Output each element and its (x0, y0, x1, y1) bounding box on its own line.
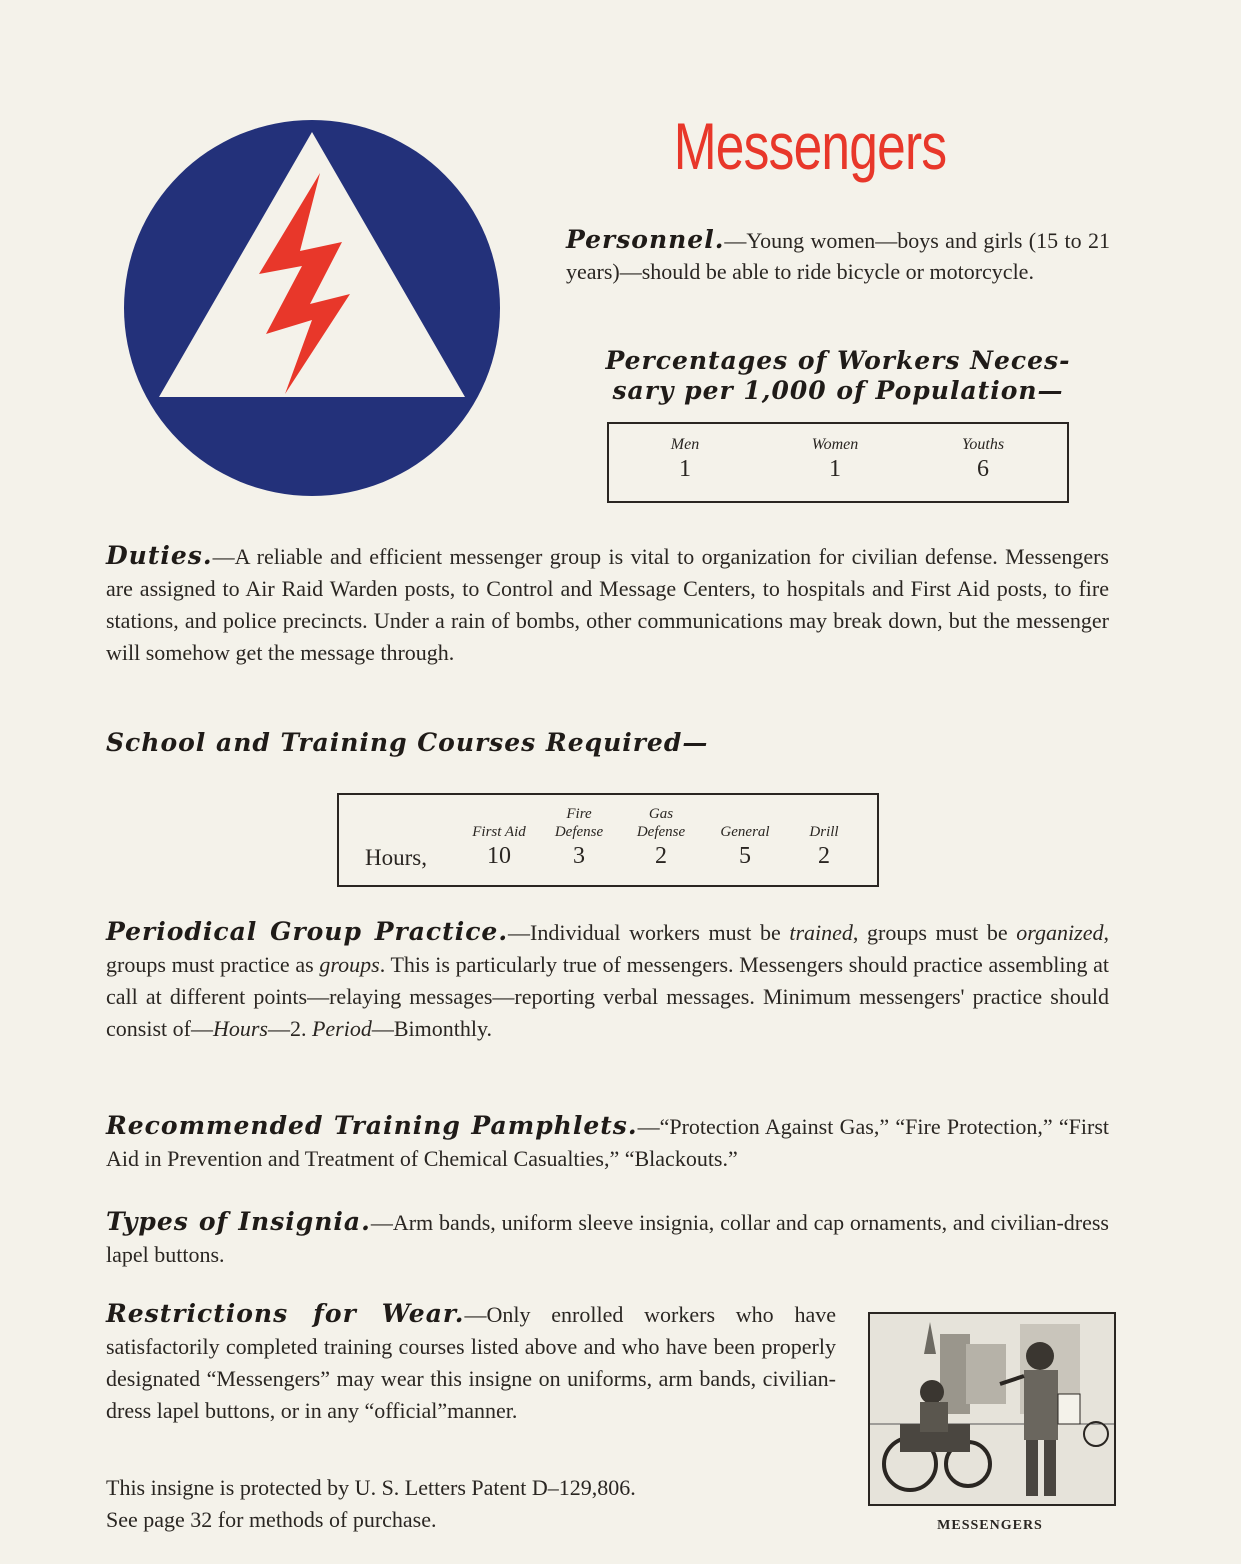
patent-line1: This insigne is protected by U. S. Letters Patent D–129,806. (106, 1475, 636, 1500)
restrictions-section (106, 1298, 836, 1427)
insignia-section (106, 1206, 1109, 1271)
course-hours: 10 (487, 843, 511, 869)
pct-label: Women (811, 436, 859, 453)
course-label: First Aid (472, 824, 526, 840)
practice-text: , groups must practice as (106, 920, 1109, 977)
practice-section (106, 916, 1109, 1045)
training-hours-table (337, 793, 879, 887)
course-first-aid (463, 805, 535, 870)
course-label: Drill (809, 824, 839, 840)
course-label-top: Gas (648, 806, 674, 822)
hours-label: Hours, (365, 845, 427, 870)
practice-italic: Hours (212, 1016, 268, 1041)
practice-italic: Period (311, 1016, 372, 1041)
practice-text: . This is particularly true of messengers. Messengers should practice assembling at call at different points—relaying messages—reporting verbal messages. Minimum messengers' practice should consist of— (106, 952, 1110, 1041)
pct-value: 1 (679, 456, 691, 482)
course-label-top (799, 805, 849, 823)
patent-line2: See page 32 for methods of purchase. (106, 1507, 437, 1532)
restrictions-text: —Only enrolled workers who have satisfactorily completed training courses listed above and who have been properly designated “Messengers” may wear this insigne on uniforms, arm bands, civilian-dress lapel buttons, or in any “official”manner. (106, 1302, 836, 1423)
practice-heading: Periodical Group Practice. (106, 917, 509, 946)
course-label-top (711, 805, 779, 823)
course-label: General (720, 824, 770, 840)
pct-col-men (625, 436, 745, 483)
course-gas-defense (629, 805, 693, 870)
course-general (711, 805, 779, 870)
course-label-top (463, 805, 535, 823)
practice-italic: organized (1016, 920, 1104, 945)
course-fire-defense (547, 805, 611, 870)
patent-note (106, 1472, 636, 1536)
practice-text: —Bimonthly. (371, 1016, 493, 1041)
percentages-heading (566, 346, 1110, 406)
course-hours: 3 (573, 843, 585, 869)
messengers-illustration (868, 1312, 1116, 1506)
insignia-text: —Arm bands, uniform sleeve insignia, collar and cap ornaments, and civilian-dress lapel buttons. (106, 1210, 1109, 1267)
practice-italic: groups (319, 952, 380, 977)
duties-section (106, 540, 1109, 669)
percentages-table (607, 422, 1069, 503)
page-title: Messengers (673, 109, 947, 183)
school-heading: School and Training Courses Required— (106, 728, 709, 757)
practice-text: —2. (267, 1016, 312, 1041)
course-label: Defense (554, 824, 604, 840)
course-hours: 2 (655, 843, 667, 869)
practice-italic: trained (789, 920, 853, 945)
personnel-text: —Young women—boys and girls (15 to 21 years)—should be able to ride bicycle or motorcycle. (566, 228, 1110, 284)
insignia-heading: Types of Insignia. (106, 1207, 371, 1236)
duties-heading: Duties. (106, 541, 213, 570)
pct-value: 6 (977, 456, 989, 482)
pamphlets-section (106, 1110, 1109, 1175)
pct-label: Men (670, 436, 700, 453)
pamphlets-text: —“Protection Against Gas,” “Fire Protection,” “First Aid in Prevention and Treatment of Chemical Casualties,” “Blackouts.” (106, 1114, 1109, 1171)
illustration-caption: MESSENGERS (937, 1518, 1043, 1533)
course-hours: 5 (739, 843, 751, 869)
pct-label: Youths (961, 436, 1005, 453)
personnel-section (566, 224, 1110, 287)
pct-col-women (775, 436, 895, 483)
pamphlets-heading: Recommended Training Pamphlets. (106, 1111, 638, 1140)
practice-text: —Individual workers must be (508, 920, 790, 945)
course-hours: 2 (818, 843, 830, 869)
duties-text: —A reliable and efficient messenger group is vital to organization for civilian defense. Messengers are assigned to Air Raid Warden posts, to Control and Message Centers, to hospitals and First Aid posts, to fire stations, and police precincts. Under a rain of bombs, other communications may break down, but the messenger will somehow get the message through. (106, 544, 1109, 665)
practice-text: , groups must be (852, 920, 1017, 945)
pct-value: 1 (829, 456, 841, 482)
course-label: Defense (636, 824, 686, 840)
percentages-heading-line2: sary per 1,000 of Population— (612, 376, 1064, 405)
restrictions-heading: Restrictions for Wear. (106, 1299, 465, 1328)
course-label-top: Fire (566, 806, 592, 822)
civil-defense-emblem (122, 118, 502, 498)
percentages-heading-line1: Percentages of Workers Neces- (605, 346, 1071, 375)
course-drill (799, 805, 849, 870)
personnel-heading: Personnel. (566, 225, 725, 254)
pct-col-youths (923, 436, 1043, 483)
